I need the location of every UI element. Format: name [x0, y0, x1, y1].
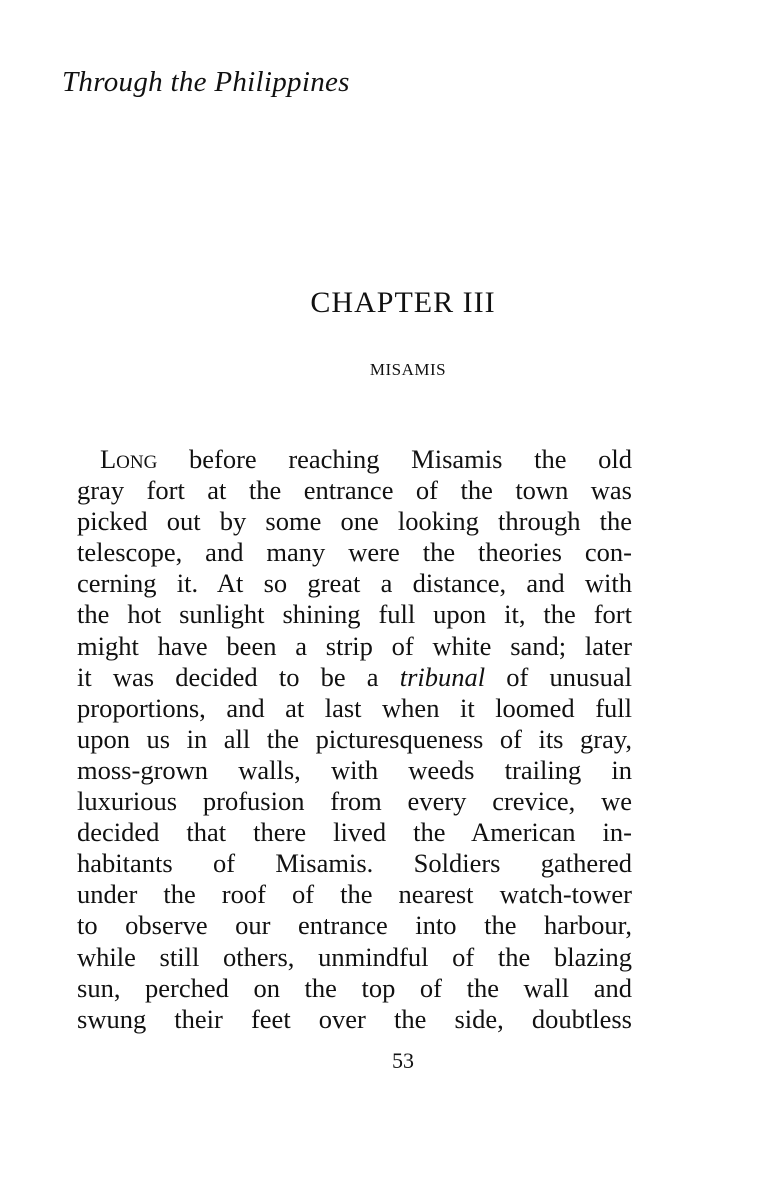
- chapter-subtitle: MISAMIS: [369, 360, 447, 379]
- text-line: sun, perched on the top of the wall and: [77, 972, 632, 1003]
- text-line: proportions, and at last when it loomed full: [77, 692, 632, 723]
- text-line: habitants of Misamis. Soldiers gathered: [77, 848, 632, 879]
- text-line: cerning it. At so great a distance, and with: [77, 568, 632, 599]
- text-line: might have been a strip of white sand; later: [77, 630, 632, 661]
- text-line: while still others, unmindful of the blazing: [77, 941, 632, 972]
- text-line: moss-grown walls, with weeds trailing in: [77, 754, 632, 785]
- text-line: the hot sunlight shining full upon it, the fort: [77, 599, 632, 630]
- running-head: Through the Philippines: [62, 66, 350, 98]
- text-line: swung their feet over the side, doubtless: [77, 1003, 632, 1034]
- text-line: luxurious profusion from every crevice, we: [77, 786, 632, 817]
- page-number: 53: [392, 1048, 414, 1073]
- line-text: before reaching Misamis the old: [157, 444, 632, 474]
- drop-word: Long: [100, 444, 158, 474]
- italic-word: tribunal: [399, 661, 486, 692]
- text-line: decided that there lived the American in-: [77, 817, 632, 848]
- line-text: it was decided to be a: [77, 661, 400, 692]
- body-text: [77, 444, 632, 1035]
- line-text: of unusual: [485, 661, 632, 692]
- text-line: upon us in all the picturesqueness of its gray,: [77, 723, 632, 754]
- text-line: to observe our entrance into the harbour,: [77, 910, 632, 941]
- text-line: [77, 444, 632, 475]
- text-line: telescope, and many were the theories con-: [77, 537, 632, 568]
- text-line: [77, 662, 632, 693]
- chapter-title: CHAPTER III: [310, 286, 496, 319]
- text-line: picked out by some one looking through the: [77, 506, 632, 537]
- text-line: gray fort at the entrance of the town was: [77, 475, 632, 506]
- text-line: under the roof of the nearest watch-tower: [77, 879, 632, 910]
